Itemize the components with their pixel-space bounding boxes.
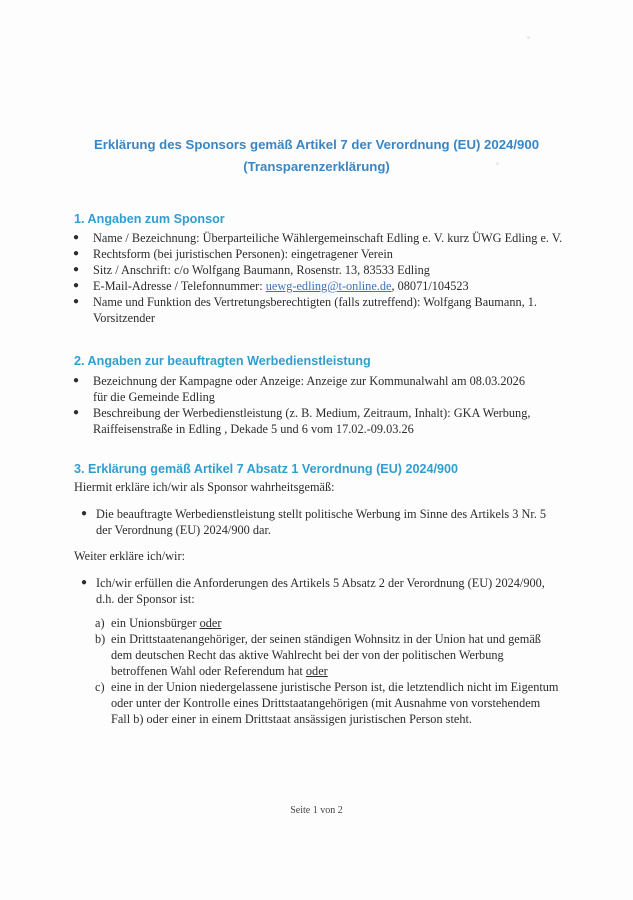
sponsor-details-list: [73, 230, 563, 326]
list-item-description: ● Beschreibung der Werbedienstleistung (z. B. Medium, Zeitraum, Inhalt): GKA Werbung,: [73, 406, 531, 420]
bullet-icon: ●: [73, 248, 80, 259]
email-link[interactable]: uewg-edling@t-online.de: [265, 279, 392, 293]
title-line-1: Erklärung des Sponsors gemäß Artikel 7 der Verordnung (EU) 2024/900: [93, 137, 540, 152]
scan-speck: [496, 162, 499, 165]
title-line-2: (Transparenzerklärung): [243, 159, 390, 174]
bullet-icon: ●: [73, 375, 80, 386]
page-number: Seite 1 von 2: [290, 805, 343, 816]
section-2-heading: 2. Angaben zur beauftragten Werbedienstleistung: [74, 354, 371, 368]
bullet-icon: ●: [73, 232, 80, 243]
scan-speck: [527, 36, 530, 39]
bullet-icon: ●: [73, 296, 80, 307]
option-b: b) ein Drittstaatenangehöriger, der seinen ständigen Wohnsitz in der Union hat und gemäß: [95, 632, 541, 646]
list-item-campaign: ● Bezeichnung der Kampagne oder Anzeige: Anzeige zur Kommunalwahl am 08.03.2026: [73, 374, 525, 388]
declaration-bullet-1: ● Die beauftragte Werbedienstleistung stellt politische Werbung im Sinne des Artikels 3 Nr. 5 der Verordnung (EU) 2024/900 dar.: [81, 507, 547, 537]
bullet-icon: ●: [81, 577, 88, 588]
list-item-contact: ● E-Mail-Adresse / Telefonnummer: uewg-edling@t-online.de, 08071/104523: [73, 279, 469, 293]
list-item-legal-form: ● Rechtsform (bei juristischen Personen): eingetragener Verein: [73, 247, 393, 261]
option-a: a) ein Unionsbürger oder: [95, 616, 222, 630]
advertising-service-list: ● Bezeichnung der Kampagne oder Anzeige: Anzeige zur Kommunalwahl am 08.03.2026 für die Gemeinde Edling ● Beschreibung der Werbedienstleistung (z. B. Medium, Zeitraum, Inhalt): GKA Werbung, Raiffeisenstraße in Edling , Dekade 5 und 6 vom 17.02.-09.03.26: [73, 374, 531, 436]
list-item-representative-cont: Vorsitzender: [93, 311, 155, 325]
bullet-icon: ●: [81, 508, 88, 519]
further-declaration: Weiter erkläre ich/wir:: [74, 549, 185, 563]
bullet-icon: ●: [73, 280, 80, 291]
bullet-icon: ●: [73, 264, 80, 275]
section-1-heading: 1. Angaben zum Sponsor: [74, 212, 225, 226]
bullet-icon: ●: [73, 407, 80, 418]
list-item-representative: ● Name und Funktion des Vertretungsberechtigten (falls zutreffend): Wolfgang Baumann, 1.: [73, 295, 537, 309]
sponsor-eligibility-options: a) ein Unionsbürger oder b) ein Drittstaatenangehöriger, der seinen ständigen Wohnsitz in der Union hat und gemäß dem deutschen Recht das aktive Wahlrecht bei der von der politischen Werbung betroffenen Wahl oder Referendum hat oder c) eine in der Union niedergelassene juristische Person ist, die letztendlich nicht im Eigentum oder unter der Kontrolle eines Drittstaatangehörigen (mit Ausnahme von vorstehendem Fall b) oder einer in einem Drittstaat ansässigen juristischen Person steht.: [95, 616, 559, 726]
option-c: c) eine in der Union niedergelassene juristische Person ist, die letztendlich nicht im Eigentum: [95, 680, 559, 694]
declaration-bullet-2: ● Ich/wir erfüllen die Anforderungen des Artikels 5 Absatz 2 der Verordnung (EU) 2024/900, d.h. der Sponsor ist:: [81, 576, 545, 606]
document-title: [0, 134, 633, 178]
list-item-address: ● Sitz / Anschrift: c/o Wolfgang Baumann, Rosenstr. 13, 83533 Edling: [73, 263, 430, 277]
list-item-name: ● Name / Bezeichnung: Überparteiliche Wählergemeinschaft Edling e. V. kurz ÜWG Edling e. V.: [73, 231, 563, 245]
declaration-intro: Hiermit erkläre ich/wir als Sponsor wahrheitsgemäß:: [74, 480, 335, 494]
section-3-heading: 3. Erklärung gemäß Artikel 7 Absatz 1 Verordnung (EU) 2024/900: [74, 462, 459, 476]
